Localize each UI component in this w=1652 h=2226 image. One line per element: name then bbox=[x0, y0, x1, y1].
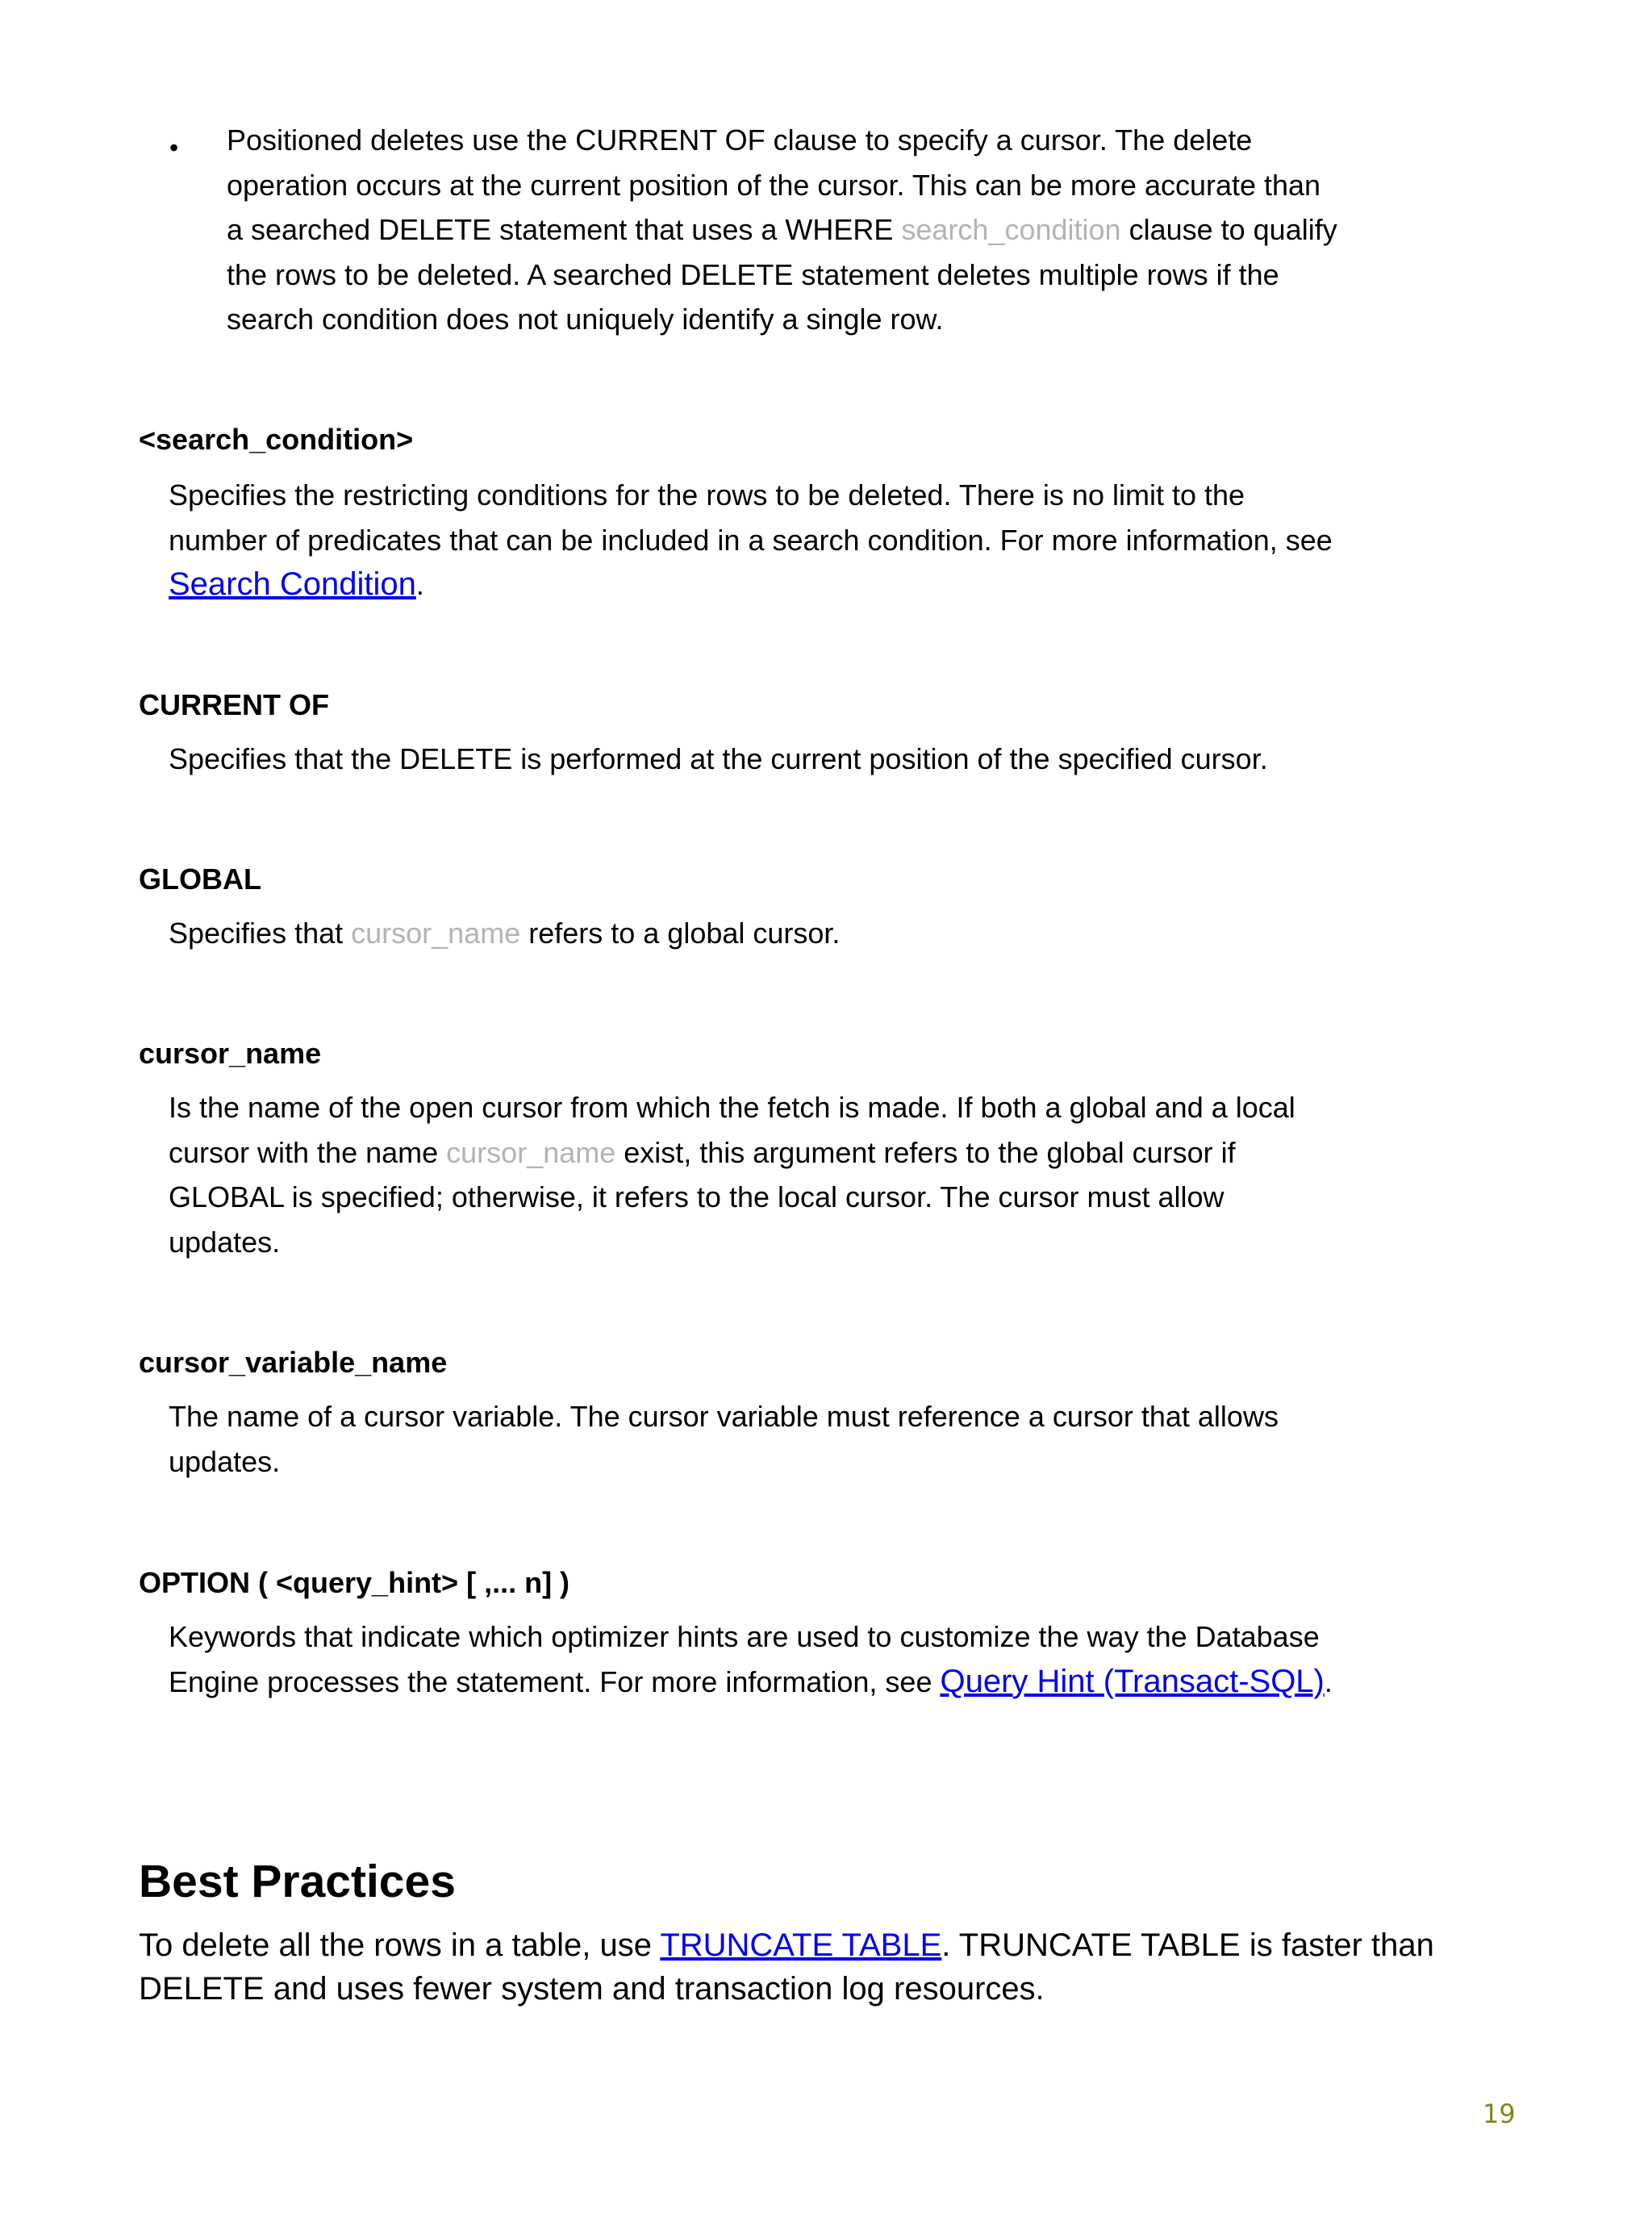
best-practices-part-1: To delete all the rows in a table, use bbox=[139, 1927, 661, 1963]
bullet-item-positioned-deletes bbox=[139, 118, 1337, 342]
desc-option-query-hint bbox=[169, 1614, 1338, 1704]
heading-best-practices: Best Practices bbox=[139, 1856, 456, 1907]
search-condition-term: search_condition bbox=[901, 213, 1121, 246]
bullet-text-part-2: clause to qualify the rows to be deleted. A searched DELETE statement deletes multiple rows if the search condition does not uniquely identify a single row. bbox=[227, 213, 1337, 336]
desc-global bbox=[169, 911, 1338, 956]
desc-search-condition-part-1: Specifies the restricting conditions for the rows to be deleted. There is no limit to the number of predicates that can be included in a search condition. For more information, see bbox=[169, 478, 1333, 557]
desc-global-part-2: refers to a global cursor. bbox=[520, 917, 841, 950]
cursor-name-term: cursor_name bbox=[446, 1135, 616, 1169]
bullet-marker: • bbox=[169, 133, 179, 162]
term-search-condition: <search_condition> bbox=[139, 423, 414, 456]
term-option-query-hint: OPTION ( <query_hint> [ ,... n] ) bbox=[139, 1566, 570, 1599]
page-number: 19 bbox=[1483, 2099, 1516, 2129]
desc-cursor-name bbox=[169, 1085, 1338, 1264]
term-cursor-name: cursor_name bbox=[139, 1037, 322, 1070]
cursor-name-term: cursor_name bbox=[351, 917, 521, 950]
truncate-table-link[interactable]: TRUNCATE TABLE bbox=[660, 1927, 942, 1963]
desc-search-condition-part-2: . bbox=[415, 568, 424, 601]
best-practices-part-2: . TRUNCATE TABLE is faster than DELETE and uses fewer system and transaction log resources. bbox=[139, 1927, 1434, 2007]
desc-current-of: Specifies that the DELETE is performed at the current position of the specified cursor. bbox=[169, 742, 1268, 775]
desc-cursor-name-part-2: exist, this argument refers to the global cursor if GLOBAL is specified; otherwise, it refers to the local cursor. The cursor must allow updates. bbox=[169, 1135, 1236, 1259]
desc-cursor-name-part-1: Is the name of the open cursor from which the fetch is made. If both a global and a local cursor with the name bbox=[169, 1091, 1295, 1169]
desc-cursor-variable-name: The name of a cursor variable. The cursor variable must reference a cursor that allows updates. bbox=[169, 1400, 1279, 1478]
term-global: GLOBAL bbox=[139, 862, 261, 896]
search-condition-link[interactable]: Search Condition bbox=[169, 566, 416, 602]
desc-option-part-2: . bbox=[1324, 1664, 1333, 1698]
desc-search-condition bbox=[169, 473, 1338, 608]
bullet-text-part-1: Positioned deletes use the CURRENT OF clause to specify a cursor. The delete operation occurs at the current position of the cursor. This can be more accurate than a searched DELETE statement that uses a WHERE bbox=[227, 123, 1321, 246]
desc-global-part-1: Specifies that bbox=[169, 917, 352, 950]
desc-option-part-1: Keywords that indicate which optimizer hints are used to customize the way the Database Engine processes the statement. For more information, see bbox=[169, 1620, 1320, 1698]
bullet-paragraph bbox=[227, 118, 1340, 342]
best-practices-paragraph bbox=[139, 1923, 1510, 2011]
term-current-of: CURRENT OF bbox=[139, 688, 329, 721]
term-cursor-variable-name: cursor_variable_name bbox=[139, 1346, 448, 1379]
query-hint-link[interactable]: Query Hint (Transact-SQL) bbox=[940, 1663, 1325, 1699]
